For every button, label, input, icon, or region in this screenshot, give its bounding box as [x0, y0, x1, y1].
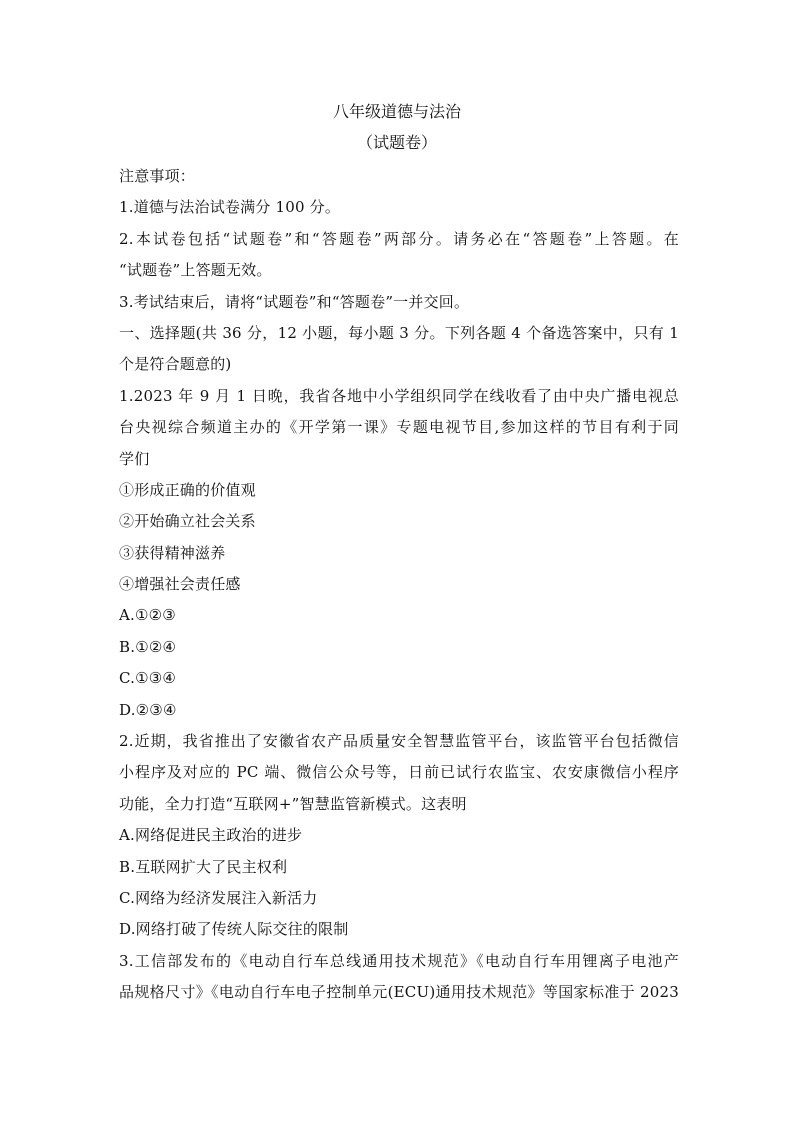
- question-3-stem-line-1: 3.工信部发布的《电动自行车总线通用技术规范》《电动自行车用锂离子电池产: [119, 951, 679, 970]
- question-1-item-4: ④增强社会责任感: [119, 575, 241, 594]
- exam-content: [119, 161, 679, 1009]
- notice-item-3: 3.考试结束后，请将“试题卷”和“答题卷”一并交回。: [119, 292, 470, 311]
- question-2-stem-line-3: 功能，全力打造“互联网+”智慧监管新模式。这表明: [119, 794, 467, 813]
- notice-heading: 注意事项：: [119, 167, 196, 185]
- question-1-stem-line-3: 学们: [119, 449, 150, 468]
- notice-item-2-line-2: “试题卷”上答题无效。: [119, 261, 272, 280]
- section-heading-line-2: 个是符合题意的): [119, 355, 232, 374]
- question-1-stem-line-1: 1.2023 年 9 月 1 日晚，我省各地中小学组织同学在线收看了由中央广播电视总: [119, 386, 679, 405]
- question-2-option-c: C.网络为经济发展注入新活力: [119, 888, 318, 907]
- question-1-option-a: A.①②③: [119, 606, 176, 625]
- question-2-option-a: A.网络促进民主政治的进步: [119, 826, 303, 845]
- question-1-option-c: C.①③④: [119, 669, 177, 688]
- section-heading-line-1: 一、选择题(共 36 分，12 小题，每小题 3 分。下列各题 4 个备选答案中，只有 1: [119, 323, 679, 342]
- page-subtitle: （试题卷）: [356, 133, 437, 152]
- question-1-option-b: B.①②④: [119, 637, 177, 656]
- notice-item-2-line-1: 2.本试卷包括“试题卷”和“答题卷”两部分。请务必在“答题卷”上答题。在: [119, 229, 679, 248]
- question-3-stem-line-2: 品规格尺寸》《电动自行车电子控制单元(ECU)通用技术规范》等国家标准于 2023: [119, 983, 679, 1002]
- notice-item-1: 1.道德与法治试卷满分 100 分。: [119, 198, 341, 217]
- question-1-stem-line-2: 台央视综合频道主办的《开学第一课》专题电视节目,参加这样的节目有利于同: [119, 418, 679, 437]
- question-2-stem-line-1: 2.近期，我省推出了安徽省农产品质量安全智慧监管平台，该监管平台包括微信: [119, 732, 679, 751]
- question-2-option-d: D.网络打破了传统人际交往的限制: [119, 920, 349, 939]
- question-2-option-b: B.互联网扩大了民主权利: [119, 857, 288, 876]
- page-title: 八年级道德与法治: [332, 102, 461, 121]
- question-1-item-1: ①形成正确的价值观: [119, 480, 256, 499]
- question-2-stem-line-2: 小程序及对应的 PC 端、微信公众号等，日前已试行农监宝、农安康微信小程序: [119, 763, 679, 782]
- question-1-item-3: ③获得精神滋养: [119, 543, 226, 562]
- question-1-item-2: ②开始确立社会关系: [119, 512, 256, 531]
- question-1-option-d: D.②③④: [119, 700, 177, 719]
